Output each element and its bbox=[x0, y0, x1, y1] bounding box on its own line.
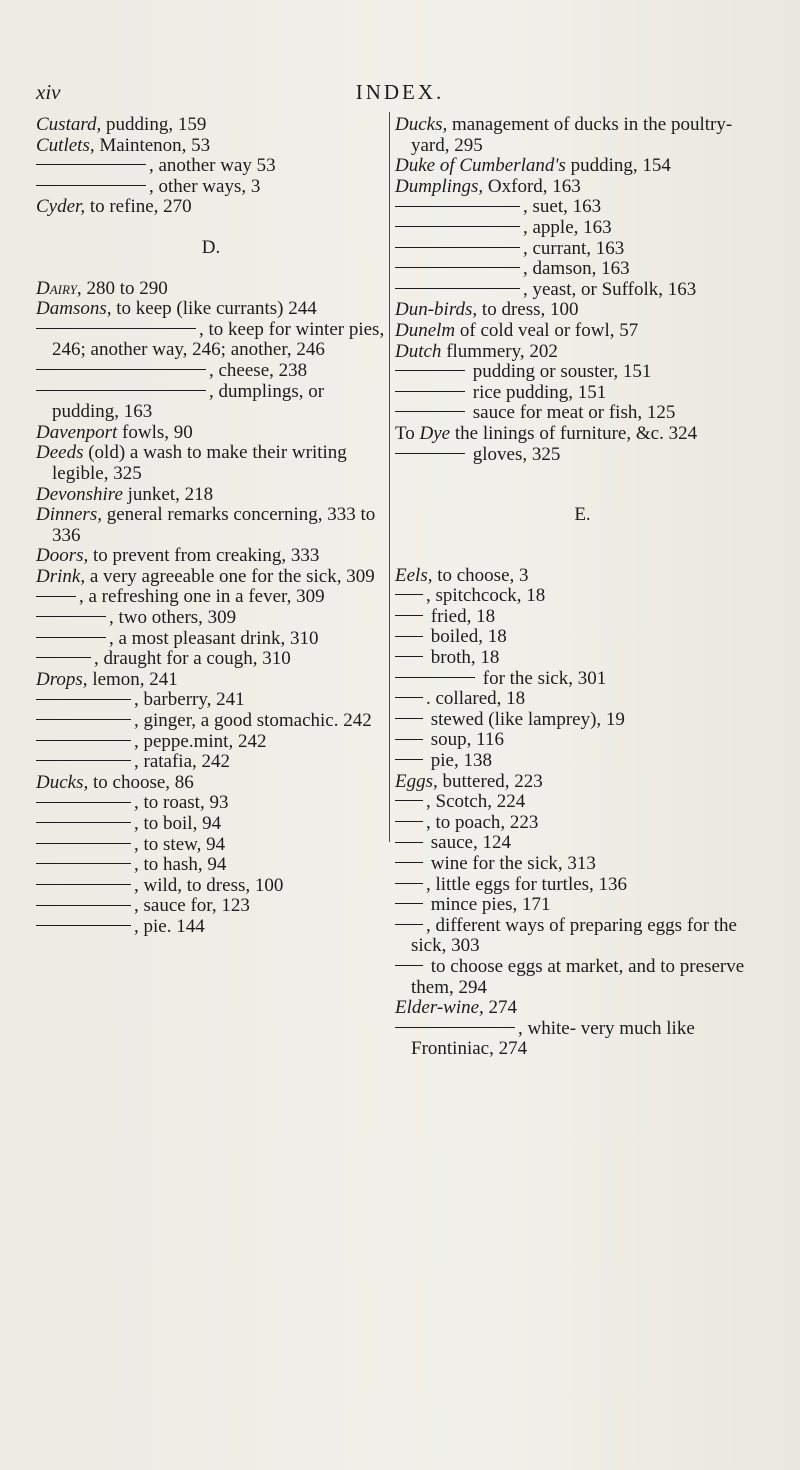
index-entry bbox=[36, 485, 386, 506]
entry-text: Oxford, 163 bbox=[483, 175, 581, 197]
entry-text: . collared, 18 bbox=[426, 688, 526, 710]
entry-text: (old) a wash to make their writing legible, 325 bbox=[52, 442, 347, 484]
index-entry bbox=[395, 648, 770, 669]
index-entry bbox=[395, 607, 770, 628]
entry-text: , sauce for, 123 bbox=[134, 895, 250, 917]
ditto-dash bbox=[395, 247, 520, 248]
index-entry bbox=[36, 917, 386, 938]
entry-text: , to keep for winter pies, 246; another way, 246; another, 246 bbox=[52, 318, 385, 361]
entry-text: , other ways, 3 bbox=[149, 175, 261, 197]
entry-text: lemon, 241 bbox=[87, 668, 178, 690]
ditto-dash bbox=[36, 164, 146, 165]
right-entries-e bbox=[395, 566, 770, 1060]
entry-text: , suet, 163 bbox=[523, 196, 602, 218]
entry-text: flummery, 202 bbox=[441, 340, 558, 362]
entry-text: broth, 18 bbox=[426, 647, 500, 669]
entry-text: , dumplings, or pudding, 163 bbox=[52, 380, 325, 423]
entry-text: , Scotch, 224 bbox=[426, 791, 526, 813]
entry-text: stewed (like lamprey), 19 bbox=[426, 708, 625, 730]
ditto-dash bbox=[395, 594, 423, 595]
entry-text: , a refreshing one in a fever, 309 bbox=[79, 586, 325, 608]
entry-heading: Doors, bbox=[36, 545, 89, 567]
index-entry bbox=[36, 567, 386, 588]
entry-heading: Elder-wine, bbox=[395, 997, 484, 1019]
index-entry bbox=[395, 239, 770, 260]
index-entry bbox=[395, 916, 770, 957]
entry-heading: Cyder, bbox=[36, 196, 86, 218]
entry-heading: Dinners, bbox=[36, 504, 102, 526]
index-entry bbox=[36, 505, 386, 546]
ditto-dash bbox=[395, 903, 423, 904]
entry-text: , barberry, 241 bbox=[134, 689, 245, 711]
entry-text: junket, 218 bbox=[122, 483, 214, 505]
ditto-dash bbox=[395, 697, 423, 698]
ditto-dash bbox=[395, 615, 423, 616]
index-entry bbox=[395, 751, 770, 772]
index-entry bbox=[36, 814, 386, 835]
ditto-dash bbox=[395, 206, 520, 207]
left-column bbox=[36, 115, 386, 938]
entry-text: a very agreeable one for the sick, 309 bbox=[85, 565, 375, 587]
entry-text: management of ducks in the poultry-yard, 295 bbox=[411, 114, 733, 156]
index-entry bbox=[36, 690, 386, 711]
index-entry bbox=[395, 627, 770, 648]
index-entry bbox=[395, 342, 770, 363]
ditto-dash bbox=[36, 863, 131, 864]
column-divider bbox=[389, 112, 390, 842]
entry-heading: Eels, bbox=[395, 564, 433, 586]
entry-text: 280 to 290 bbox=[81, 277, 168, 299]
index-entry bbox=[36, 629, 386, 650]
index-entry bbox=[395, 156, 770, 177]
index-entry bbox=[36, 835, 386, 856]
entry-heading: Dumplings, bbox=[395, 175, 484, 197]
page-number: xiv bbox=[36, 80, 61, 104]
index-entry bbox=[395, 689, 770, 710]
entry-text: pudding or souster, 151 bbox=[468, 361, 652, 383]
ditto-dash bbox=[395, 636, 423, 637]
index-entry bbox=[36, 670, 386, 691]
entry-text: , draught for a cough, 310 bbox=[94, 648, 291, 670]
index-entry bbox=[395, 259, 770, 280]
ditto-dash bbox=[36, 822, 131, 823]
index-entry bbox=[395, 1019, 770, 1060]
index-entry bbox=[395, 772, 770, 793]
entry-text: to choose eggs at market, and to preserve them, 294 bbox=[411, 955, 745, 998]
index-entry bbox=[36, 299, 386, 320]
ditto-dash bbox=[395, 739, 423, 740]
index-entry bbox=[36, 876, 386, 897]
index-title: INDEX. bbox=[355, 80, 445, 104]
index-entry bbox=[395, 403, 770, 424]
entry-text: , to hash, 94 bbox=[134, 854, 227, 876]
index-entry bbox=[36, 546, 386, 567]
index-entry bbox=[395, 424, 770, 445]
entry-text: fowls, 90 bbox=[117, 421, 193, 443]
ditto-dash bbox=[36, 596, 76, 597]
entry-heading: Ducks, bbox=[395, 114, 448, 135]
entry-text: sauce, 124 bbox=[426, 832, 511, 854]
entry-text: of cold veal or fowl, 57 bbox=[455, 319, 639, 341]
index-entry bbox=[395, 998, 770, 1019]
entry-heading: Cutlets, bbox=[36, 134, 95, 156]
index-entry bbox=[36, 320, 386, 361]
entry-text: 274 bbox=[483, 997, 518, 1019]
entry-text: , apple, 163 bbox=[523, 216, 612, 238]
entry-text: , cheese, 238 bbox=[209, 359, 308, 381]
entry-text: , ratafia, 242 bbox=[134, 751, 231, 773]
entry-text: , peppe.mint, 242 bbox=[134, 730, 267, 752]
entry-text: wine for the sick, 313 bbox=[426, 853, 596, 874]
index-entry bbox=[395, 321, 770, 342]
entry-heading: Damsons, bbox=[36, 298, 112, 320]
ditto-dash bbox=[395, 453, 465, 454]
right-column bbox=[395, 115, 770, 1060]
ditto-dash bbox=[395, 370, 465, 371]
entry-text: to refine, 270 bbox=[85, 196, 192, 218]
entry-text: to choose, 86 bbox=[88, 771, 194, 793]
index-entry bbox=[36, 136, 386, 157]
entry-text: buttered, 223 bbox=[437, 770, 543, 792]
entry-text: , little eggs for turtles, 136 bbox=[426, 873, 628, 895]
ditto-dash bbox=[395, 1027, 515, 1028]
ditto-dash bbox=[36, 616, 106, 617]
entry-text: to keep (like currants) 244 bbox=[111, 298, 317, 320]
entry-text: , another way 53 bbox=[149, 155, 276, 177]
entry-text: , to poach, 223 bbox=[426, 811, 539, 833]
entry-text: pudding, 154 bbox=[565, 155, 671, 177]
index-entry bbox=[36, 156, 386, 177]
entry-text: to dress, 100 bbox=[477, 299, 579, 321]
entry-text: fried, 18 bbox=[426, 605, 496, 627]
index-entry bbox=[395, 177, 770, 198]
index-entry bbox=[395, 710, 770, 731]
ditto-dash bbox=[395, 821, 423, 822]
ditto-dash bbox=[36, 637, 106, 638]
index-entry bbox=[395, 566, 770, 587]
entry-text: , two others, 309 bbox=[109, 607, 237, 629]
index-entry bbox=[36, 855, 386, 876]
index-entry bbox=[36, 773, 386, 794]
ditto-dash bbox=[395, 965, 423, 966]
ditto-dash bbox=[395, 288, 520, 289]
ditto-dash bbox=[395, 411, 465, 412]
ditto-dash bbox=[395, 391, 465, 392]
index-entry bbox=[395, 792, 770, 813]
entry-text: rice pudding, 151 bbox=[468, 381, 607, 403]
entry-text: pie, 138 bbox=[426, 750, 492, 772]
index-entry bbox=[36, 649, 386, 670]
index-entry bbox=[36, 711, 386, 732]
entry-text: to choose, 3 bbox=[432, 564, 529, 586]
entry-text: to prevent from creaking, 333 bbox=[88, 545, 320, 567]
entry-heading: Duke of Cumberland's bbox=[395, 155, 566, 177]
index-entry bbox=[36, 793, 386, 814]
ditto-dash bbox=[36, 884, 131, 885]
index-entry bbox=[36, 443, 386, 484]
ditto-dash bbox=[36, 699, 131, 700]
entry-text: boiled, 18 bbox=[426, 626, 507, 648]
ditto-dash bbox=[395, 226, 520, 227]
entry-heading: Deeds bbox=[36, 442, 84, 464]
entry-text: , currant, 163 bbox=[523, 237, 625, 259]
entry-text: for the sick, 301 bbox=[478, 667, 607, 689]
ditto-dash bbox=[36, 802, 131, 803]
entry-text: , spitchcock, 18 bbox=[426, 585, 546, 607]
entry-prefix: To bbox=[395, 422, 420, 444]
entry-text: pudding, 159 bbox=[101, 114, 207, 135]
index-entry bbox=[36, 177, 386, 198]
index-entry bbox=[36, 732, 386, 753]
index-entry bbox=[36, 382, 386, 423]
entry-text: , yeast, or Suffolk, 163 bbox=[523, 278, 697, 300]
left-entries-c bbox=[36, 115, 386, 218]
entry-heading: Dutch bbox=[395, 340, 442, 362]
index-entry bbox=[36, 115, 386, 136]
entry-text: Maintenon, 53 bbox=[94, 134, 211, 156]
index-entry bbox=[395, 813, 770, 834]
entry-heading: Drops, bbox=[36, 668, 88, 690]
index-entry bbox=[36, 608, 386, 629]
entry-text: , white- very much like Frontiniac, 274 bbox=[411, 1017, 695, 1060]
entry-heading: Dairy, bbox=[36, 277, 82, 299]
entry-heading: Drink, bbox=[36, 565, 86, 587]
ditto-dash bbox=[395, 883, 423, 884]
page-header bbox=[36, 80, 764, 110]
ditto-dash bbox=[395, 718, 423, 719]
section-letter-e: E. bbox=[574, 504, 591, 526]
entry-text: soup, 116 bbox=[426, 729, 504, 751]
ditto-dash bbox=[395, 842, 423, 843]
index-entry bbox=[395, 730, 770, 751]
ditto-dash bbox=[395, 924, 423, 925]
index-entry bbox=[36, 197, 386, 218]
index-entry bbox=[36, 361, 386, 382]
entry-text: the linings of furniture, &c. 324 bbox=[450, 422, 698, 444]
entry-heading: Dun-birds, bbox=[395, 299, 478, 321]
ditto-dash bbox=[36, 719, 131, 720]
entry-text: , damson, 163 bbox=[523, 258, 630, 280]
left-entries-d bbox=[36, 279, 386, 938]
index-entry bbox=[36, 896, 386, 917]
ditto-dash bbox=[395, 267, 520, 268]
ditto-dash bbox=[36, 760, 131, 761]
ditto-dash bbox=[36, 185, 146, 186]
index-entry bbox=[395, 586, 770, 607]
entry-text: , to roast, 93 bbox=[134, 792, 229, 814]
index-entry bbox=[395, 854, 770, 875]
entry-heading: Davenport bbox=[36, 421, 118, 443]
entry-text: gloves, 325 bbox=[468, 443, 561, 465]
index-entry bbox=[395, 833, 770, 854]
ditto-dash bbox=[395, 677, 475, 678]
index-entry bbox=[395, 197, 770, 218]
index-entry bbox=[395, 362, 770, 383]
entry-text: , to boil, 94 bbox=[134, 813, 222, 834]
ditto-dash bbox=[395, 862, 423, 863]
index-entry bbox=[395, 895, 770, 916]
entry-text: , wild, to dress, 100 bbox=[134, 874, 284, 896]
entry-text: general remarks concerning, 333 to 336 bbox=[52, 504, 376, 546]
entry-text: , ginger, a good stomachic. 242 bbox=[134, 710, 372, 732]
ditto-dash bbox=[36, 657, 91, 658]
entry-heading: Dye bbox=[419, 422, 451, 444]
entry-text: , pie. 144 bbox=[134, 915, 205, 937]
index-entry bbox=[36, 587, 386, 608]
entry-text: , to stew, 94 bbox=[134, 833, 226, 855]
entry-text: mince pies, 171 bbox=[426, 894, 551, 916]
entry-heading: Devonshire bbox=[36, 483, 123, 505]
ditto-dash bbox=[36, 925, 131, 926]
entry-text: , different ways of preparing eggs for the sick, 303 bbox=[411, 914, 737, 957]
entry-heading: Dunelm bbox=[395, 319, 456, 341]
ditto-dash bbox=[395, 800, 423, 801]
entry-text: , a most pleasant drink, 310 bbox=[109, 627, 319, 649]
index-entry bbox=[36, 752, 386, 773]
index-entry bbox=[395, 300, 770, 321]
index-entry bbox=[395, 957, 770, 998]
index-entry bbox=[395, 669, 770, 690]
entry-heading: Eggs, bbox=[395, 770, 438, 792]
index-entry bbox=[395, 115, 770, 156]
index-entry bbox=[395, 875, 770, 896]
entry-heading: Ducks, bbox=[36, 771, 89, 793]
section-letter-d: D. bbox=[201, 236, 221, 258]
index-entry bbox=[36, 423, 386, 444]
ditto-dash bbox=[36, 740, 131, 741]
ditto-dash bbox=[36, 905, 131, 906]
ditto-dash bbox=[36, 390, 206, 391]
ditto-dash bbox=[36, 369, 206, 370]
ditto-dash bbox=[36, 328, 196, 329]
ditto-dash bbox=[395, 759, 423, 760]
right-entries-d bbox=[395, 115, 770, 465]
entry-text: sauce for meat or fish, 125 bbox=[468, 402, 676, 424]
index-entry bbox=[36, 279, 386, 300]
ditto-dash bbox=[395, 656, 423, 657]
index-entry bbox=[395, 218, 770, 239]
entry-heading: Custard, bbox=[36, 114, 102, 135]
index-entry bbox=[395, 383, 770, 404]
ditto-dash bbox=[36, 843, 131, 844]
index-entry bbox=[395, 280, 770, 301]
index-entry bbox=[395, 445, 770, 466]
